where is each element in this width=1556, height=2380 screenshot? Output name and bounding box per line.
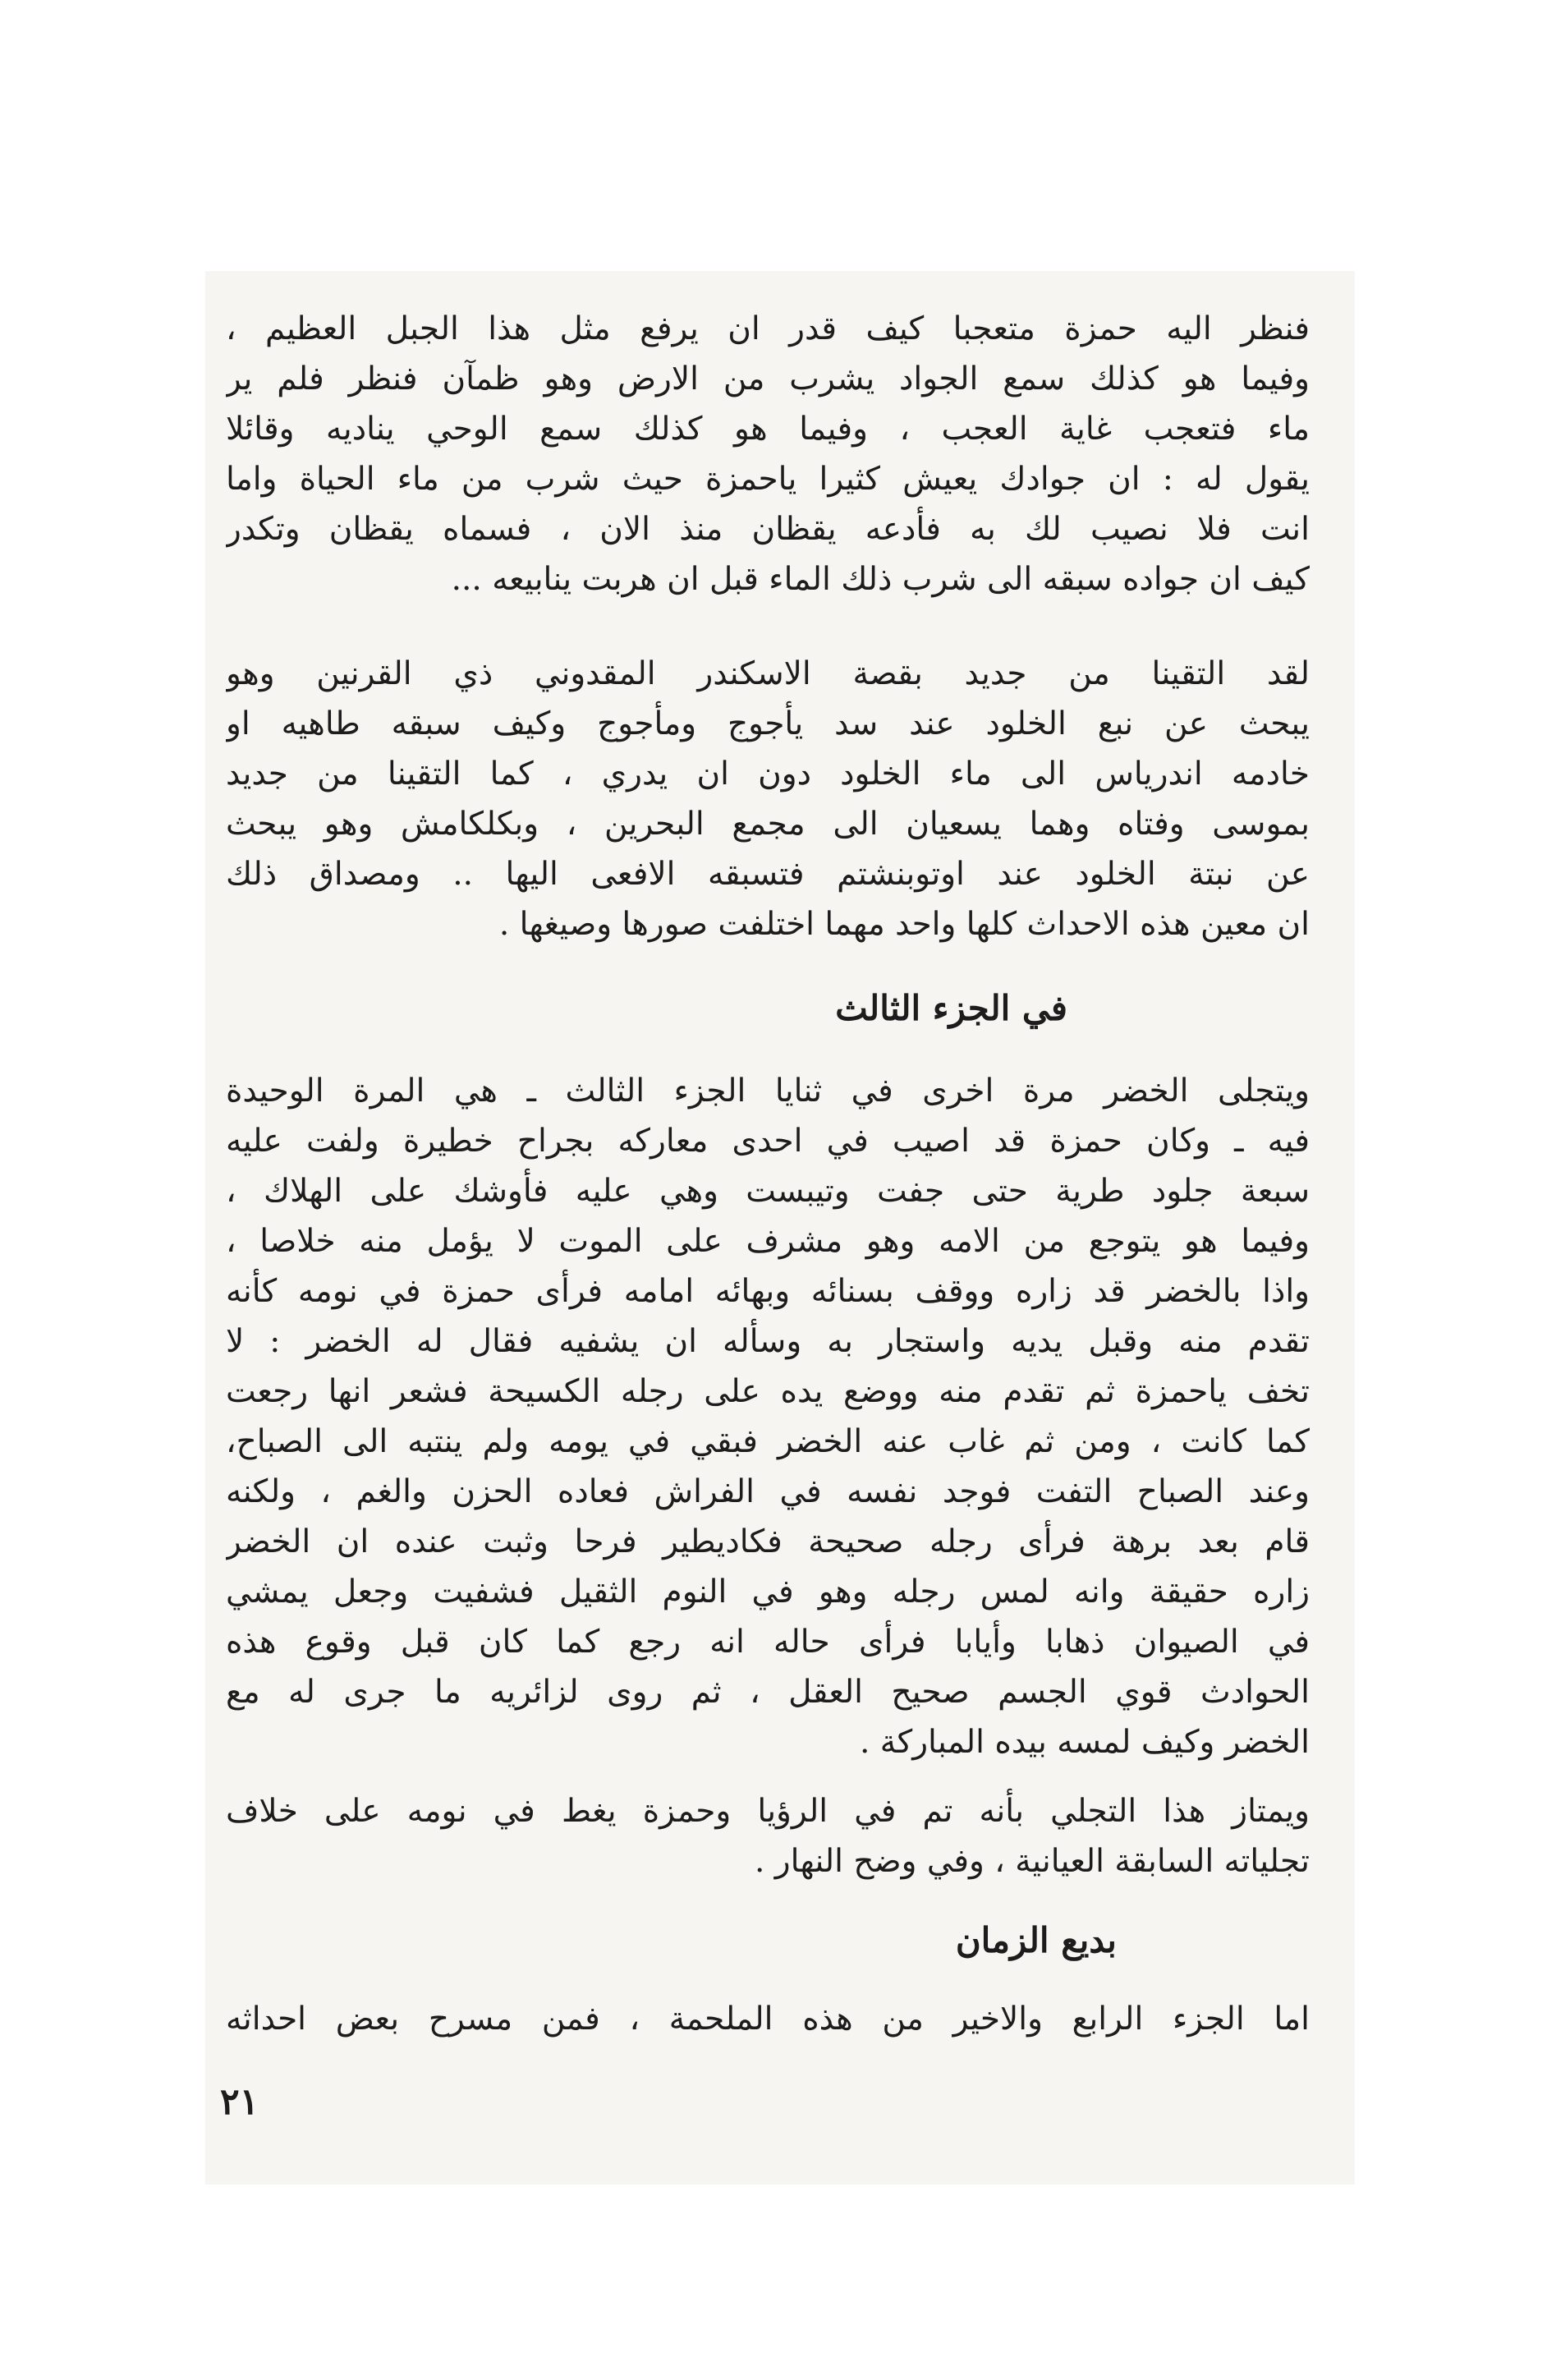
text-line: ويمتاز هذا التجلي بأنه تم في الرؤيا وحمزة يغط في نومه على خلاف bbox=[226, 1793, 1310, 1830]
text-line: بموسى وفتاه وهما يسعيان الى مجمع البحرين ، وبكلكامش وهو يبحث bbox=[226, 806, 1310, 843]
text-line: ماء فتعجب غاية العجب ، وفيما هو كذلك سمع الوحي يناديه وقائلا bbox=[226, 411, 1310, 448]
text-line: عن نبتة الخلود عند اوتوبنشتم فتسبقه الافعى اليها .. ومصداق ذلك bbox=[226, 856, 1310, 893]
text-line: تخف ياحمزة ثم تقدم منه ووضع يده على رجله الكسيحة فشعر انها رجعت bbox=[226, 1373, 1310, 1410]
section-heading: بديع الزمان bbox=[955, 1920, 1117, 1960]
text-line: وعند الصباح التفت فوجد نفسه في الفراش فعاده الحزن والغم ، ولكنه bbox=[226, 1473, 1310, 1510]
text-line: قام بعد برهة فرأى رجله صحيحة فكاديطير فرحا وثبت عنده ان الخضر bbox=[226, 1523, 1310, 1560]
text-line: سبعة جلود طرية حتى جفت وتيبست وهي عليه فأوشك على الهلاك ، bbox=[226, 1173, 1310, 1210]
text-line: زاره حقيقة وانه لمس رجله وهو في النوم الثقيل فشفيت وجعل يمشي bbox=[226, 1574, 1310, 1610]
text-line: كما كانت ، ومن ثم غاب عنه الخضر فبقي في يومه ولم ينتبه الى الصباح، bbox=[226, 1423, 1310, 1460]
text-line: وفيما هو كذلك سمع الجواد يشرب من الارض وهو ظمآن فنظر فلم ير bbox=[226, 361, 1310, 397]
text-line: انت فلا نصيب لك به فأدعه يقظان منذ الان ، فسماه يقظان وتكدر bbox=[226, 511, 1310, 548]
text-line: اما الجزء الرابع والاخير من هذه الملحمة ، فمن مسرح بعض احداثه bbox=[226, 2001, 1310, 2038]
page-number: ٢١ bbox=[220, 2081, 259, 2123]
text-line: ان معين هذه الاحداث كلها واحد مهما اختلفت صورها وصيغها . bbox=[498, 906, 1310, 943]
text-line: كيف ان جواده سبقه الى شرب ذلك الماء قبل ان هربت ينابيعه ... bbox=[451, 561, 1310, 598]
text-line: تجلياته السابقة العيانية ، وفي وضح النهار . bbox=[754, 1843, 1310, 1880]
text-line: لقد التقينا من جديد بقصة الاسكندر المقدوني ذي القرنين وهو bbox=[226, 655, 1310, 692]
text-line: فنظر اليه حمزة متعجبا كيف قدر ان يرفع مثل هذا الجبل العظيم ، bbox=[226, 310, 1310, 347]
section-heading: في الجزء الثالث bbox=[835, 988, 1067, 1028]
paragraph-3 bbox=[226, 1066, 1310, 1767]
text-line: فيه ـ وكان حمزة قد اصيب في احدى معاركه بجراح خطيرة ولفت عليه bbox=[226, 1123, 1310, 1160]
text-line: وفيما هو يتوجع من الامه وهو مشرف على الموت لا يؤمل منه خلاصا ، bbox=[226, 1223, 1310, 1260]
text-line: يقول له : ان جوادك يعيش كثيرا ياحمزة حيث شرب من ماء الحياة واما bbox=[226, 461, 1310, 498]
paragraph-1 bbox=[226, 304, 1310, 604]
text-line: في الصيوان ذهابا وأيابا فرأى حاله انه رجع كما كان قبل وقوع هذه bbox=[226, 1624, 1310, 1661]
text-line: يبحث عن نبع الخلود عند سد يأجوج ومأجوج وكيف سبقه طاهيه او bbox=[226, 705, 1310, 742]
text-line: تقدم منه وقبل يديه واستجار به وسأله ان يشفيه فقال له الخضر : لا bbox=[226, 1323, 1310, 1360]
text-line: الحوادث قوي الجسم صحيح العقل ، ثم روى لزائريه ما جرى له مع bbox=[226, 1674, 1310, 1711]
text-line: الخضر وكيف لمسه بيده المباركة . bbox=[859, 1724, 1310, 1761]
text-line: واذا بالخضر قد زاره ووقف بسنائه وبهائه امامه فرأى حمزة في نومه كأنه bbox=[226, 1273, 1310, 1310]
paragraph-2 bbox=[226, 649, 1310, 949]
text-line: ويتجلى الخضر مرة اخرى في ثنايا الجزء الثالث ـ هي المرة الوحيدة bbox=[226, 1073, 1310, 1110]
paragraph-4 bbox=[226, 1786, 1310, 1886]
text-line: خادمه اندرياس الى ماء الخلود دون ان يدري ، كما التقينا من جديد bbox=[226, 756, 1310, 793]
paragraph-5 bbox=[226, 1994, 1310, 2044]
